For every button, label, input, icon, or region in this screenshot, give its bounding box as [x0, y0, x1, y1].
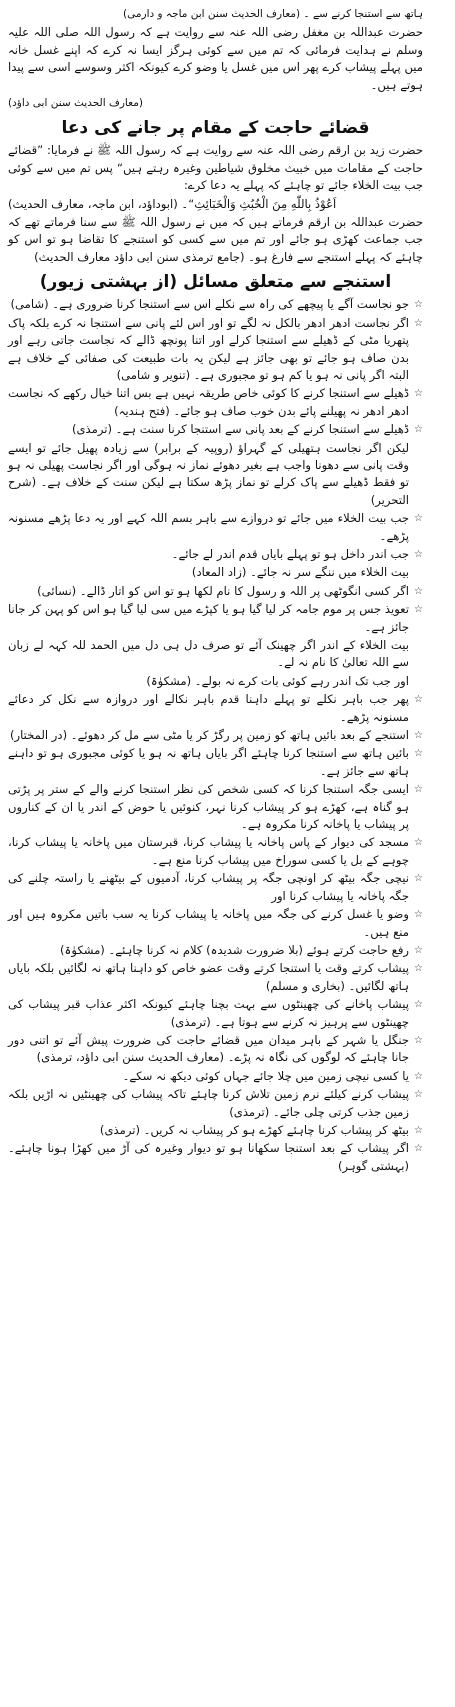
rule-text: پھر جب باہر نکلے تو پہلے داہنا قدم باہر نکالے اور دروازہ سے نکل کر دعائے مسنونہ پڑھے۔ [8, 692, 409, 724]
rule-item [8, 960, 423, 995]
rule-item [8, 781, 423, 833]
rule-text: بائیں ہاتھ سے استنجا کرنا چاہئے اگر بایاں ہاتھ نہ ہو یا کوئی مجبوری ہو تو داہنے ہاتھ سے جائز ہے۔ [8, 746, 409, 778]
rule-text: مسجد کی دیوار کے پاس پاخانہ یا پیشاب کرنا، قبرستان میں پاخانہ یا پیشاب کرنا، چوہے کے بل یا کسی سوراخ میں پیشاب کرنا منع ہے۔ [8, 835, 409, 867]
rule-text: پیشاب پاخانے کی چھینٹوں سے بہت بچنا چاہئے کیونکہ اکثر عذاب قبر پیشاب کی چھینٹوں سے پرہیز نہ کرنے سے ہوتا ہے۔ (ترمذی) [8, 997, 409, 1029]
hadith-paragraph-2: حضرت زید بن ارقم رضی اللہ عنہ سے روایت ہے کہ رسول اللہ ﷺ نے فرمایا: ”قضائے حاجت کے مقامات میں خبیث مخلوق شیاطین وغیرہ رہتے ہیں“ پس تم میں سے کوئی جب بیت الخلاء جائے تو چاہئے کہ پہلے یہ دعا کرے: [8, 143, 423, 193]
star-bullet-icon: ☆ [414, 694, 423, 706]
top-line: ہاتھ سے استنجا کرنے سے ۔ (معارف الحدیث سنن ابن ماجہ و دارمی) [123, 8, 423, 20]
star-bullet-icon: ☆ [414, 388, 423, 400]
star-bullet-icon: ☆ [414, 1143, 423, 1155]
masail-heading: استنجے سے متعلق مسائل (از بہشتی زیور) [39, 272, 392, 293]
rule-item [8, 315, 423, 385]
star-bullet-icon: ☆ [414, 317, 423, 329]
star-bullet-icon: ☆ [414, 730, 423, 742]
star-bullet-icon: ☆ [414, 585, 423, 597]
rule-item [8, 996, 423, 1031]
rule-item [8, 834, 423, 869]
dua-heading: قضائے حاجت کے مقام پر جانے کی دعا [61, 118, 370, 139]
rule-item [8, 942, 423, 959]
rule-text: جب بیت الخلاء میں جائے تو دروازے سے باہر بسم اللہ کہے اور یہ دعا پڑھے مسنونہ پڑھے۔ [8, 511, 409, 543]
rule-item [8, 440, 423, 510]
star-bullet-icon: ☆ [414, 1124, 423, 1136]
star-bullet-icon: ☆ [414, 909, 423, 921]
rule-text: اور جب تک اندر رہے کوئی بات کرے نہ بولے۔ (مشکوٰۃ) [146, 673, 409, 688]
rule-text: ڈھیلے سے استنجا کرنے کے بعد پانی سے استنجا کرنا سنت ہے۔ (ترمذی) [71, 422, 409, 437]
rule-text: یا کسی نیچی زمین میں چلا جائے جہاں کوئی دیکھ نہ سکے۔ [122, 1068, 409, 1083]
hadith-paragraph-1: حضرت عبداللہ بن مغفل رضی اللہ عنہ سے روایت ہے کہ رسول اللہ صلی اللہ علیہ وسلم نے ہدایت فرمائی کہ تم میں سے کوئی ہرگز ایسا نہ کرے کہ اپنے غسل خانہ میں پہلے پیشاب کرے پھر اس میں غسل یا وضو کرے کیونکہ اکثر وسوسے اسی سے پیدا ہوتے ہیں۔ [8, 25, 423, 92]
rule-item [8, 870, 423, 905]
star-bullet-icon: ☆ [414, 944, 423, 956]
rule-text: پیشاب کرنے کیلئے نرم زمین تلاش کرنا چاہئے تاکہ پیشاب کی چھینٹیں نہ اڑیں بلکہ زمین جذب کرتی چلی جائے۔ (ترمذی) [8, 1087, 409, 1119]
rule-text: بیت الخلاء کے اندر اگر چھینک آئے تو صرف دل ہی دل میں الحمد للہ کہہ لے زبان سے اللہ تعالیٰ کا نام نہ لے۔ [8, 638, 409, 670]
rule-item [8, 1140, 423, 1175]
hadith-paragraph-3: حضرت عبداللہ بن ارقم فرماتے ہیں کہ میں نے رسول اللہ ﷺ سے سنا فرماتے تھے کہ جب جماعت کھڑی ہو جائے اور تم میں سے کسی کو استنجے کا تقاضا ہو تو اس کو چاہئے کہ پہلے استنجے سے فارغ ہو۔ (جامع ترمذی سنن ابی داؤد معارف الحدیث) [8, 215, 423, 264]
rule-item [8, 673, 423, 690]
rule-text: رفع حاجت کرتے ہوئے (بلا ضرورت شدیدہ) کلام نہ کرنا چاہئے۔ (مشکوٰۃ) [60, 942, 409, 957]
rule-item [8, 1122, 423, 1139]
star-bullet-icon: ☆ [414, 299, 423, 311]
star-bullet-icon: ☆ [414, 1089, 423, 1101]
rule-text: لیکن اگر نجاست ہتھیلی کے گہراؤ (روپیہ کے برابر) سے زیادہ پھیل جائے تو ایسے وقت پانی سے دھونا واجب ہے بغیر دھوئے نماز نہ ہوگی اور اگر نجاست پھیلی نہ ہو تو فقط ڈھیلے سے پاک کرلے تو نماز پڑھ سکتا ہے لیکن سنت کے خلاف ہے۔ (شرح التحریر) [8, 440, 409, 507]
star-bullet-icon: ☆ [414, 748, 423, 760]
rule-item [8, 1086, 423, 1121]
star-bullet-icon: ☆ [414, 784, 423, 796]
star-bullet-icon: ☆ [414, 424, 423, 436]
rule-text: بیت الخلاء میں ننگے سر نہ جائے۔ (زاد المعاد) [191, 565, 409, 580]
rule-item [8, 691, 423, 726]
rule-item [8, 421, 423, 438]
rule-item [8, 637, 423, 672]
rule-text: ایسی جگہ استنجا کرنا کہ کسی شخص کی نظر استنجا کرنے والے کے ستر پر پڑتی ہو گناہ ہے، کھڑے ہو کر پیشاب کرنا نہر، کنوئیں یا حوض کے اندر یا ان کے کناروں پر پیشاب یا پاخانہ کرنا مکروہ ہے۔ [8, 782, 409, 832]
rule-text: استنجے کے بعد بائیں ہاتھ کو زمین پر رگڑ کر یا مٹی سے مل کر دھوئے۔ (در المختار) [10, 728, 409, 743]
star-bullet-icon: ☆ [414, 873, 423, 885]
rule-item [8, 1032, 423, 1067]
star-bullet-icon: ☆ [414, 1070, 423, 1082]
rule-item [8, 385, 423, 420]
star-bullet-icon: ☆ [414, 604, 423, 616]
star-bullet-icon: ☆ [414, 513, 423, 525]
rule-text: جب اندر داخل ہو تو پہلے بایاں قدم اندر لے جائے۔ [171, 546, 409, 561]
rule-text: ڈھیلے سے استنجا کرنے کا کوئی خاص طریقہ نہیں ہے بس اتنا خیال رکھے کہ نجاست ادھر ادھر نہ پھیلنے پائے بدن خوب صاف ہو جائے۔ (فتح ہندیہ) [8, 386, 409, 418]
rule-text: تعویذ جس پر موم جامہ کر لیا گیا ہو یا کپڑے میں سی لیا گیا ہو اس کو پہن کر جانا جائز ہے۔ [8, 602, 409, 634]
rule-item [8, 1068, 423, 1085]
rule-text: اگر پیشاب کے بعد استنجا سکھانا ہو تو دیوار وغیرہ کی آڑ میں کھڑا ہونا چاہئے۔ (بہشتی گوہر) [8, 1141, 409, 1173]
rule-item [8, 510, 423, 545]
rule-item [8, 583, 423, 600]
hadith-1-source: (معارف الحدیث سنن ابی داؤد) [8, 97, 143, 110]
rules-list [8, 296, 423, 1175]
rule-text: جنگل یا شہر کے باہر میدان میں قضائے حاجت کی ضرورت پیش آئے تو اتنی دور جانا چاہئے کہ لوگوں کی نگاہ نہ پڑے۔ (معارف الحدیث سنن ابی داؤد، ترمذی) [8, 1032, 409, 1065]
rule-item [8, 601, 423, 636]
star-bullet-icon: ☆ [414, 963, 423, 975]
rule-text: نیچی جگہ بیٹھ کر اونچی جگہ پر پیشاب کرنا، آدمیوں کے بیٹھنے یا راستہ چلنے کی جگہ پاخانہ یا پیشاب کرنا اور [8, 871, 409, 903]
star-bullet-icon: ☆ [414, 1034, 423, 1046]
star-bullet-icon: ☆ [414, 548, 423, 560]
rule-text: جو نجاست آگے یا پیچھے کی راہ سے نکلے اس سے استنجا کرنا ضروری ہے۔ (شامی) [10, 297, 409, 312]
rule-text: بیٹھ کر پیشاب کرنا چاہئے کھڑے ہو کر پیشاب نہ کریں۔ (ترمذی) [99, 1122, 409, 1137]
rule-text: اگر کسی انگوٹھی پر اللہ و رسول کا نام لکھا ہو تو اس کو اتار ڈالے۔ (نسائی) [37, 583, 409, 598]
rule-text: اگر نجاست ادھر ادھر بالکل نہ لگے تو اور اس لئے پانی سے استنجا نہ کرے بلکہ پاک پتھریا مٹی کے ڈھیلے سے استنجا کرلے اور اتنا پونچھ ڈالے کہ نجاست جاتی رہے اور بدن صاف ہو جائے تو بھی جائز ہے لیکن یہ بات طبیعت کی صفائی کے خلاف ہے البتہ اگر پانی نہ ہو یا کم ہو تو مجبوری ہے۔ (تنویر و شامی) [8, 315, 409, 382]
rule-text: پیشاب کرتے وقت یا استنجا کرتے وقت عضو خاص کو داہنا ہاتھ نہ لگائیں بلکہ بایاں ہاتھ لگائیں۔ (بخاری و مسلم) [8, 961, 409, 993]
rule-item [8, 727, 423, 744]
rule-item [8, 745, 423, 780]
rule-item [8, 296, 423, 313]
rule-text: وضو یا غسل کرنے کی جگہ میں پاخانہ یا پیشاب کرنا یہ سب باتیں مکروہ ہیں اور منع ہیں۔ [8, 907, 409, 939]
star-bullet-icon: ☆ [414, 999, 423, 1011]
rule-item [8, 546, 423, 563]
star-bullet-icon: ☆ [414, 837, 423, 849]
dua-text: اَعُوْذُ بِاللّٰهِ مِنَ الْخُبُثِ وَالْخَبَائِثِ“۔ (ابوداؤد، ابن ماجہ، معارف الحدیث) [8, 196, 337, 211]
rule-item [8, 906, 423, 941]
rule-item [8, 564, 423, 581]
